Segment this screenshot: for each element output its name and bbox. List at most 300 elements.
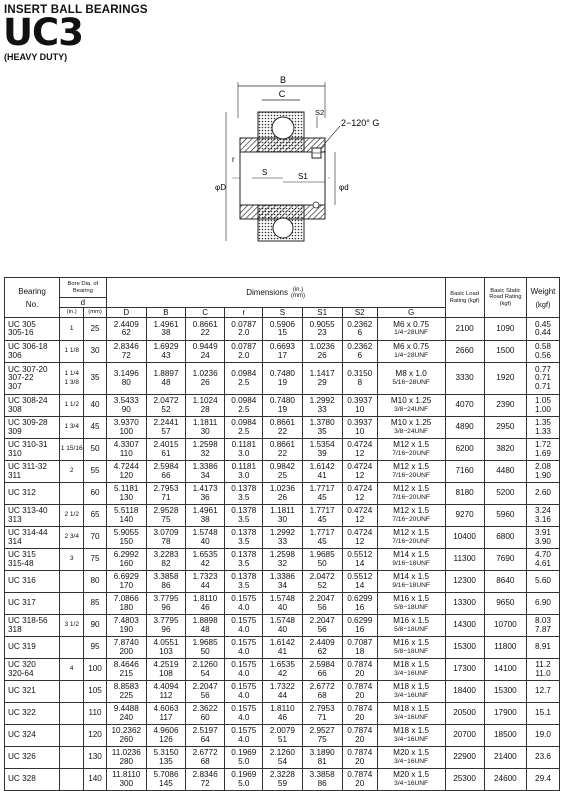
- cell-S2: 0.4724 12: [342, 505, 377, 527]
- table-row: [5, 769, 560, 791]
- cell-B: 5.3150 135: [146, 747, 185, 769]
- cell-D: 6.6929 170: [106, 571, 146, 593]
- col-load-header: Basic Load Rating (kgf): [445, 278, 484, 318]
- cell-r: 0.1378 3.5: [225, 549, 263, 571]
- cell-static: 9650: [484, 593, 526, 615]
- col-in-header: (in.): [60, 308, 84, 318]
- cell-S1: 1.2992 33: [302, 395, 342, 417]
- table-row: [5, 318, 560, 341]
- cell-load: 13300: [445, 593, 484, 615]
- table-row: [5, 615, 560, 637]
- cell-inch: 3 1/2: [60, 615, 84, 637]
- col-C-header: C: [186, 308, 225, 318]
- col-d-header: d: [60, 298, 107, 308]
- cell-static: 1920: [484, 363, 526, 395]
- cell-no: UC 311-32 311: [5, 461, 60, 483]
- cell-C: 1.1811 30: [186, 417, 225, 439]
- cell-C: 2.3622 60: [186, 703, 225, 725]
- cell-B: 3.3858 86: [146, 571, 185, 593]
- cell-S1: 1.5354 39: [302, 439, 342, 461]
- cell-no: UC 313-40 313: [5, 505, 60, 527]
- cell-static: 24600: [484, 769, 526, 791]
- cell-load: 8180: [445, 483, 484, 505]
- cell-C: 0.8661 22: [186, 318, 225, 341]
- cell-D: 2.4409 62: [106, 318, 146, 341]
- cell-S2: 0.7874 20: [342, 681, 377, 703]
- cell-C: 2.5197 64: [186, 725, 225, 747]
- cell-D: 11.8110 300: [106, 769, 146, 791]
- cell-B: 2.4015 61: [146, 439, 185, 461]
- cell-S2: 0.4724 12: [342, 527, 377, 549]
- cell-no: UC 319: [5, 637, 60, 659]
- cell-load: 15300: [445, 637, 484, 659]
- cell-mm: 110: [84, 703, 106, 725]
- cell-no: UC 308-24 308: [5, 395, 60, 417]
- dimension-table: [4, 277, 560, 791]
- cell-D: 7.8740 200: [106, 637, 146, 659]
- table-row: [5, 417, 560, 439]
- cell-D: 3.9370 100: [106, 417, 146, 439]
- cell-weight: 3.91 3.90: [527, 527, 560, 549]
- cell-D: 8.8583 225: [106, 681, 146, 703]
- cell-S1: 1.1417 29: [302, 363, 342, 395]
- cell-mm: 90: [84, 615, 106, 637]
- cell-inch: 1 1/4 1 3/8: [60, 363, 84, 395]
- cell-S2: 0.6299 16: [342, 615, 377, 637]
- cell-static: 11800: [484, 637, 526, 659]
- cell-mm: 95: [84, 637, 106, 659]
- cell-r: 0.1378 3.5: [225, 571, 263, 593]
- cell-no: UC 307-20 307-22 307: [5, 363, 60, 395]
- cell-static: 1500: [484, 341, 526, 363]
- cell-r: 0.1969 5.0: [225, 747, 263, 769]
- cell-weight: 3.24 3.16: [527, 505, 560, 527]
- cell-S2: 0.7874 20: [342, 659, 377, 681]
- cell-weight: 12.7: [527, 681, 560, 703]
- cell-weight: 15.1: [527, 703, 560, 725]
- cell-G: M14 x 1.5 9/16−18UNF: [377, 571, 445, 593]
- cell-G: M16 x 1.5 5/8−18UNF: [377, 615, 445, 637]
- cell-S1: 2.7953 71: [302, 703, 342, 725]
- cell-no: UC 322: [5, 703, 60, 725]
- cell-C: 1.8898 48: [186, 615, 225, 637]
- cell-S: 2.0079 51: [263, 725, 302, 747]
- cell-S1: 2.2047 56: [302, 593, 342, 615]
- cell-inch: [60, 637, 84, 659]
- label-S: S: [262, 168, 268, 177]
- cell-S1: 1.7717 45: [302, 527, 342, 549]
- cell-C: 2.8346 72: [186, 769, 225, 791]
- table-row: [5, 363, 560, 395]
- cell-S2: 0.2362 6: [342, 318, 377, 341]
- cell-weight: 19.0: [527, 725, 560, 747]
- cell-static: 2390: [484, 395, 526, 417]
- cell-S2: 0.6299 16: [342, 593, 377, 615]
- cell-load: 7160: [445, 461, 484, 483]
- cell-weight: 6.90: [527, 593, 560, 615]
- cell-r: 0.1969 5.0: [225, 769, 263, 791]
- table-row: [5, 549, 560, 571]
- inner-ring-lower: [240, 205, 325, 219]
- cell-static: 1090: [484, 318, 526, 341]
- cell-D: 4.7244 120: [106, 461, 146, 483]
- cell-static: 8640: [484, 571, 526, 593]
- cell-S: 2.3228 59: [263, 769, 302, 791]
- cell-load: 22900: [445, 747, 484, 769]
- cell-inch: [60, 571, 84, 593]
- cell-S1: 1.9685 50: [302, 549, 342, 571]
- label-B: B: [279, 75, 287, 85]
- label-C: C: [278, 89, 286, 99]
- cell-r: 0.0984 2.5: [225, 363, 263, 395]
- cell-no: UC 305 305-16: [5, 318, 60, 341]
- cell-D: 11.0236 280: [106, 747, 146, 769]
- cell-G: M18 x 1.5 3/4−16UNF: [377, 659, 445, 681]
- cell-load: 25300: [445, 769, 484, 791]
- cell-static: 10700: [484, 615, 526, 637]
- cell-S: 1.1811 30: [263, 505, 302, 527]
- cell-G: M12 x 1.5 7/16−20UNF: [377, 439, 445, 461]
- col-dimensions-header: Dimensions (in.) (mm): [106, 278, 445, 308]
- cell-load: 20700: [445, 725, 484, 747]
- cell-r: 0.1378 3.5: [225, 483, 263, 505]
- cell-load: 14300: [445, 615, 484, 637]
- cell-load: 4890: [445, 417, 484, 439]
- catalog-category: INSERT BALL BEARINGS: [4, 4, 148, 16]
- cell-no: UC 320 320-64: [5, 659, 60, 681]
- table-row: [5, 341, 560, 363]
- cell-mm: 35: [84, 363, 106, 395]
- cell-S2: 0.4724 12: [342, 483, 377, 505]
- cell-r: 0.1181 3.0: [225, 439, 263, 461]
- cell-mm: 30: [84, 341, 106, 363]
- cell-S: 2.1260 54: [263, 747, 302, 769]
- label-outer-diameter: φD: [215, 183, 226, 192]
- cell-no: UC 315 315-48: [5, 549, 60, 571]
- cell-B: 3.7795 96: [146, 615, 185, 637]
- col-S-header: S: [263, 308, 302, 318]
- table-row: [5, 637, 560, 659]
- col-S2-header: S2: [342, 308, 377, 318]
- cell-B: 4.0551 103: [146, 637, 185, 659]
- cell-r: 0.0787 2.0: [225, 318, 263, 341]
- cell-S1: 1.3780 35: [302, 417, 342, 439]
- cell-C: 1.3386 34: [186, 461, 225, 483]
- cell-S2: 0.7874 20: [342, 703, 377, 725]
- cell-S: 0.5906 15: [263, 318, 302, 341]
- cell-G: M20 x 1.5 3/4−16UNF: [377, 747, 445, 769]
- cell-no: UC 324: [5, 725, 60, 747]
- cell-S1: 1.6142 41: [302, 461, 342, 483]
- cell-C: 1.4961 38: [186, 505, 225, 527]
- cell-r: 0.1575 4.0: [225, 659, 263, 681]
- cell-G: M16 x 1.5 5/8−18UNF: [377, 593, 445, 615]
- cell-S: 0.8661 22: [263, 439, 302, 461]
- cell-r: 0.1575 4.0: [225, 637, 263, 659]
- cell-S: 1.7322 44: [263, 681, 302, 703]
- cell-C: 1.4173 36: [186, 483, 225, 505]
- ball-lower: [273, 218, 293, 238]
- cell-D: 5.1181 130: [106, 483, 146, 505]
- cell-G: M16 x 1.5 5/8−18UNF: [377, 637, 445, 659]
- cell-S: 1.0236 26: [263, 483, 302, 505]
- cell-C: 1.2598 32: [186, 439, 225, 461]
- table-row: [5, 703, 560, 725]
- cell-S: 1.6535 42: [263, 659, 302, 681]
- cell-load: 18400: [445, 681, 484, 703]
- cell-mm: 140: [84, 769, 106, 791]
- cell-B: 3.0709 78: [146, 527, 185, 549]
- col-bearing-header: Bearing No.: [5, 278, 60, 318]
- ball-upper: [272, 117, 294, 139]
- cell-C: 1.9685 50: [186, 637, 225, 659]
- cell-static: 6800: [484, 527, 526, 549]
- cell-B: 2.0472 52: [146, 395, 185, 417]
- table-row: [5, 659, 560, 681]
- cell-weight: 29.4: [527, 769, 560, 791]
- cell-mm: 45: [84, 417, 106, 439]
- cell-inch: 2 3/4: [60, 527, 84, 549]
- cell-static: 5200: [484, 483, 526, 505]
- cell-load: 11300: [445, 549, 484, 571]
- cell-load: 2660: [445, 341, 484, 363]
- table-body: [5, 318, 560, 791]
- cell-D: 9.4488 240: [106, 703, 146, 725]
- cell-weight: 1.72 1.69: [527, 439, 560, 461]
- cell-S1: 1.0236 26: [302, 341, 342, 363]
- cell-C: 1.8110 46: [186, 593, 225, 615]
- cell-weight: 11.2 11.0: [527, 659, 560, 681]
- label-r: r: [232, 155, 235, 164]
- cell-inch: [60, 769, 84, 791]
- cell-C: 1.1024 28: [186, 395, 225, 417]
- cell-no: UC 317: [5, 593, 60, 615]
- cell-D: 4.3307 110: [106, 439, 146, 461]
- cell-mm: 25: [84, 318, 106, 341]
- cell-C: 2.6772 68: [186, 747, 225, 769]
- cell-inch: 1 3/4: [60, 417, 84, 439]
- cell-D: 7.0866 180: [106, 593, 146, 615]
- col-S1-header: S1: [302, 308, 342, 318]
- cell-static: 2950: [484, 417, 526, 439]
- cell-load: 3330: [445, 363, 484, 395]
- table-row: [5, 395, 560, 417]
- cell-r: 0.1575 4.0: [225, 703, 263, 725]
- cell-B: 2.7953 71: [146, 483, 185, 505]
- cell-S1: 2.2047 56: [302, 615, 342, 637]
- cell-load: 12300: [445, 571, 484, 593]
- cell-S2: 0.7874 20: [342, 769, 377, 791]
- cell-mm: 55: [84, 461, 106, 483]
- cell-weight: 4.70 4.61: [527, 549, 560, 571]
- cell-mm: 120: [84, 725, 106, 747]
- label-groove: 2−120° G: [341, 118, 380, 128]
- cell-C: 2.1260 54: [186, 659, 225, 681]
- cell-r: 0.0984 2.5: [225, 417, 263, 439]
- cell-B: 4.6063 117: [146, 703, 185, 725]
- cell-mm: 130: [84, 747, 106, 769]
- cell-G: M6 x 0.75 1/4−28UNF: [377, 318, 445, 341]
- col-bore-header: Bore Dia. of Bearing: [60, 278, 107, 298]
- cell-mm: 50: [84, 439, 106, 461]
- cell-inch: [60, 747, 84, 769]
- cell-D: 5.9055 150: [106, 527, 146, 549]
- cell-S: 1.6142 41: [263, 637, 302, 659]
- cell-G: M6 x 0.75 1/4−28UNF: [377, 341, 445, 363]
- cell-inch: 2: [60, 461, 84, 483]
- cell-inch: 3: [60, 549, 84, 571]
- cell-S: 0.9842 25: [263, 461, 302, 483]
- table-row: [5, 505, 560, 527]
- cell-mm: 105: [84, 681, 106, 703]
- cell-r: 0.1181 3.0: [225, 461, 263, 483]
- cell-weight: 2.08 1.90: [527, 461, 560, 483]
- cell-inch: 2 1/2: [60, 505, 84, 527]
- label-bore-diameter: φd: [339, 183, 349, 192]
- cell-load: 10400: [445, 527, 484, 549]
- cell-r: 0.0984 2.5: [225, 395, 263, 417]
- cell-S: 0.7480 19: [263, 363, 302, 395]
- cell-weight: 8.03 7.87: [527, 615, 560, 637]
- cell-load: 17300: [445, 659, 484, 681]
- cell-mm: 60: [84, 483, 106, 505]
- cell-D: 8.4646 215: [106, 659, 146, 681]
- cell-S2: 0.4724 12: [342, 461, 377, 483]
- cell-S2: 0.4724 12: [342, 439, 377, 461]
- col-B-header: B: [146, 308, 185, 318]
- cell-mm: 65: [84, 505, 106, 527]
- label-S1: S1: [298, 172, 308, 181]
- cell-r: 0.1378 3.5: [225, 527, 263, 549]
- cell-C: 1.7323 44: [186, 571, 225, 593]
- cell-S2: 0.2362 6: [342, 341, 377, 363]
- cell-G: M10 x 1.25 3/8−24UNF: [377, 417, 445, 439]
- cell-S: 0.8661 22: [263, 417, 302, 439]
- cell-weight: 2.60: [527, 483, 560, 505]
- col-r-header: r: [225, 308, 263, 318]
- cell-S: 1.2598 32: [263, 549, 302, 571]
- cell-static: 15300: [484, 681, 526, 703]
- cell-no: UC 326: [5, 747, 60, 769]
- cell-static: 7690: [484, 549, 526, 571]
- cell-C: 1.6535 42: [186, 549, 225, 571]
- cell-weight: 0.77 0.71 0.71: [527, 363, 560, 395]
- series-title: UC3: [3, 11, 83, 54]
- cell-S2: 0.3937 10: [342, 417, 377, 439]
- cell-inch: [60, 593, 84, 615]
- cell-S1: 3.1890 81: [302, 747, 342, 769]
- cell-load: 2100: [445, 318, 484, 341]
- cell-D: 6.2992 160: [106, 549, 146, 571]
- cell-D: 10.2362 260: [106, 725, 146, 747]
- cell-S1: 2.6772 68: [302, 681, 342, 703]
- cell-S1: 1.7717 45: [302, 483, 342, 505]
- cell-static: 21400: [484, 747, 526, 769]
- cell-no: UC 309-28 309: [5, 417, 60, 439]
- table-row: [5, 593, 560, 615]
- cell-S1: 3.3858 86: [302, 769, 342, 791]
- cell-static: 5960: [484, 505, 526, 527]
- cell-r: 0.1575 4.0: [225, 725, 263, 747]
- cell-G: M20 x 1.5 3/4−16UNF: [377, 769, 445, 791]
- cell-G: M18 x 1.5 3/4−16UNF: [377, 703, 445, 725]
- table-row: [5, 461, 560, 483]
- cell-S: 1.5748 40: [263, 593, 302, 615]
- col-static-header: Basic Static Road Rating (kgf): [484, 278, 526, 318]
- cell-S2: 0.7874 20: [342, 725, 377, 747]
- cell-r: 0.1575 4.0: [225, 681, 263, 703]
- cell-B: 4.4094 112: [146, 681, 185, 703]
- cell-B: 1.8897 48: [146, 363, 185, 395]
- cell-S1: 2.9527 75: [302, 725, 342, 747]
- duty-subtitle: (HEAVY DUTY): [4, 52, 68, 62]
- cell-no: UC 312: [5, 483, 60, 505]
- cell-static: 18500: [484, 725, 526, 747]
- cell-S: 0.6693 17: [263, 341, 302, 363]
- cell-mm: 75: [84, 549, 106, 571]
- cell-S2: 0.7874 20: [342, 747, 377, 769]
- cell-no: UC 314-44 314: [5, 527, 60, 549]
- cell-B: 4.9606 126: [146, 725, 185, 747]
- cell-inch: [60, 725, 84, 747]
- cell-S1: 2.5984 66: [302, 659, 342, 681]
- cell-inch: 1 15/16: [60, 439, 84, 461]
- cell-weight: 8.91: [527, 637, 560, 659]
- table-row: [5, 483, 560, 505]
- cell-no: UC 306-18 306: [5, 341, 60, 363]
- cell-no: UC 321: [5, 681, 60, 703]
- cell-mm: 40: [84, 395, 106, 417]
- col-mm-header: (mm): [84, 308, 106, 318]
- bore: [240, 152, 325, 205]
- cell-S: 1.2992 33: [263, 527, 302, 549]
- cell-static: 3820: [484, 439, 526, 461]
- cell-S2: 0.7087 18: [342, 637, 377, 659]
- cell-B: 1.6929 43: [146, 341, 185, 363]
- cell-static: 17900: [484, 703, 526, 725]
- cell-B: 4.2519 108: [146, 659, 185, 681]
- cell-S2: 0.3937 10: [342, 395, 377, 417]
- cell-weight: 0.58 0.56: [527, 341, 560, 363]
- cell-no: UC 318-56 318: [5, 615, 60, 637]
- cell-C: 1.5748 40: [186, 527, 225, 549]
- cell-S1: 1.7717 45: [302, 505, 342, 527]
- cell-inch: 1: [60, 318, 84, 341]
- bearing-cross-section-drawing: [0, 0, 565, 275]
- cell-G: M12 x 1.5 7/16−20UNF: [377, 483, 445, 505]
- cell-r: 0.0787 2.0: [225, 341, 263, 363]
- cell-G: M12 x 1.5 7/16−20UNF: [377, 505, 445, 527]
- cell-inch: 1 1/8: [60, 341, 84, 363]
- cell-S2: 0.5512 14: [342, 571, 377, 593]
- cell-weight: 23.6: [527, 747, 560, 769]
- cell-B: 5.7086 145: [146, 769, 185, 791]
- cell-G: M18 x 1.5 3/4−16UNF: [377, 681, 445, 703]
- cell-D: 7.4803 190: [106, 615, 146, 637]
- cell-no: UC 328: [5, 769, 60, 791]
- label-S2: S2: [315, 108, 325, 117]
- table-row: [5, 439, 560, 461]
- cell-no: UC 316: [5, 571, 60, 593]
- table-row: [5, 681, 560, 703]
- cell-weight: 1.05 1.00: [527, 395, 560, 417]
- cell-S: 0.7480 19: [263, 395, 302, 417]
- cell-mm: 85: [84, 593, 106, 615]
- cell-D: 5.5118 140: [106, 505, 146, 527]
- cell-G: M18 x 1.5 3/4−16UNF: [377, 725, 445, 747]
- cell-S2: 0.5512 14: [342, 549, 377, 571]
- cell-load: 6200: [445, 439, 484, 461]
